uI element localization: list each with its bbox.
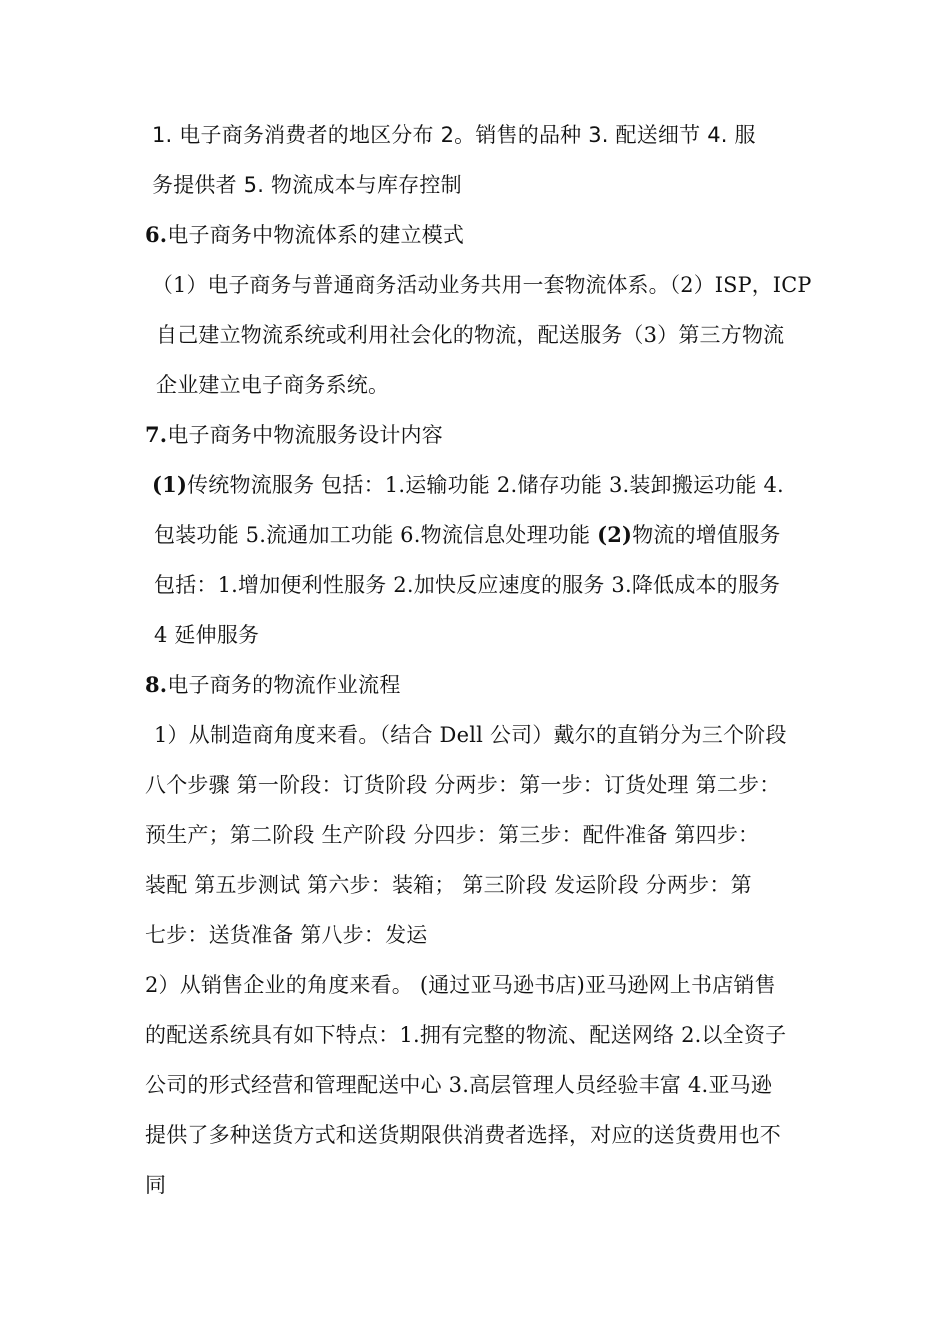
text-line (145, 1021, 786, 1049)
text-line (145, 871, 752, 899)
text-span: 4 延伸服务 (154, 623, 260, 647)
section-title: 电子商务的物流作业流程 (167, 673, 401, 697)
text-span: 物流的增值服务 (632, 523, 781, 547)
text-span: 同 (145, 1173, 167, 1197)
text-line (145, 1121, 781, 1149)
text-line (152, 121, 756, 149)
text-line (145, 821, 759, 849)
section-heading (145, 221, 464, 249)
text-line (145, 971, 776, 999)
text-span: 自己建立物流系统或利用社会化的物流，配送服务（3）第三方物流 (156, 323, 785, 347)
text-line (145, 921, 427, 949)
item-number: (2) (597, 522, 633, 547)
text-line (152, 471, 784, 499)
section-title: 电子商务中物流服务设计内容 (167, 423, 443, 447)
text-span: 提供了多种送货方式和送货期限供消费者选择，对应的送货费用也不 (145, 1123, 781, 1147)
text-line (145, 1071, 772, 1099)
text-line (154, 571, 780, 599)
text-span: 公司的形式经营和管理配送中心 3.高层管理人员经验丰富 4.亚马逊 (145, 1073, 773, 1097)
text-line (152, 171, 462, 199)
text-line (156, 371, 389, 399)
text-line (152, 271, 812, 299)
text-span: （1）电子商务与普通商务活动业务共用一套物流体系。（2）ISP，ICP (152, 273, 812, 297)
section-heading (145, 421, 443, 449)
text-span: 2）从销售企业的角度来看。 (通过亚马逊书店)亚马逊网上书店销售 (145, 973, 776, 997)
text-line (145, 771, 780, 799)
section-number: 8. (145, 672, 168, 697)
text-span: 1. 电子商务消费者的地区分布 2。销售的品种 3. 配送细节 4. 服 (152, 123, 756, 147)
text-span: 包括：1.增加便利性服务 2.加快反应速度的服务 3.降低成本的服务 (154, 573, 781, 597)
text-span: 八个步骤 第一阶段：订货阶段 分两步：第一步：订货处理 第二步： (145, 773, 781, 797)
section-heading (145, 671, 401, 699)
text-span: 传统物流服务 包括：1.运输功能 2.储存功能 3.装卸搬运功能 4. (187, 473, 784, 497)
text-line (145, 1171, 166, 1199)
text-span: 务提供者 5. 物流成本与库存控制 (152, 173, 462, 197)
text-line (154, 521, 781, 549)
text-span: 七步：送货准备 第八步：发运 (145, 923, 428, 947)
text-span: 装配 第五步测试 第六步：装箱； 第三阶段 发运阶段 分两步：第 (145, 873, 752, 897)
text-span: 预生产；第二阶段 生产阶段 分四步：第三步：配件准备 第四步： (145, 823, 760, 847)
text-line (156, 321, 784, 349)
section-title: 电子商务中物流体系的建立模式 (167, 223, 465, 247)
section-number: 7. (145, 422, 168, 447)
text-span: 包装功能 5.流通加工功能 6.物流信息处理功能 (154, 523, 598, 547)
section-number: 6. (145, 222, 168, 247)
text-line (154, 621, 259, 649)
text-span: 企业建立电子商务系统。 (156, 373, 390, 397)
text-line (154, 721, 787, 749)
text-span: 的配送系统具有如下特点：1.拥有完整的物流、配送网络 2.以全资子 (145, 1023, 787, 1047)
text-span: 1）从制造商角度来看。（结合 Dell 公司）戴尔的直销分为三个阶段 (154, 723, 787, 747)
item-number: (1) (152, 472, 188, 497)
